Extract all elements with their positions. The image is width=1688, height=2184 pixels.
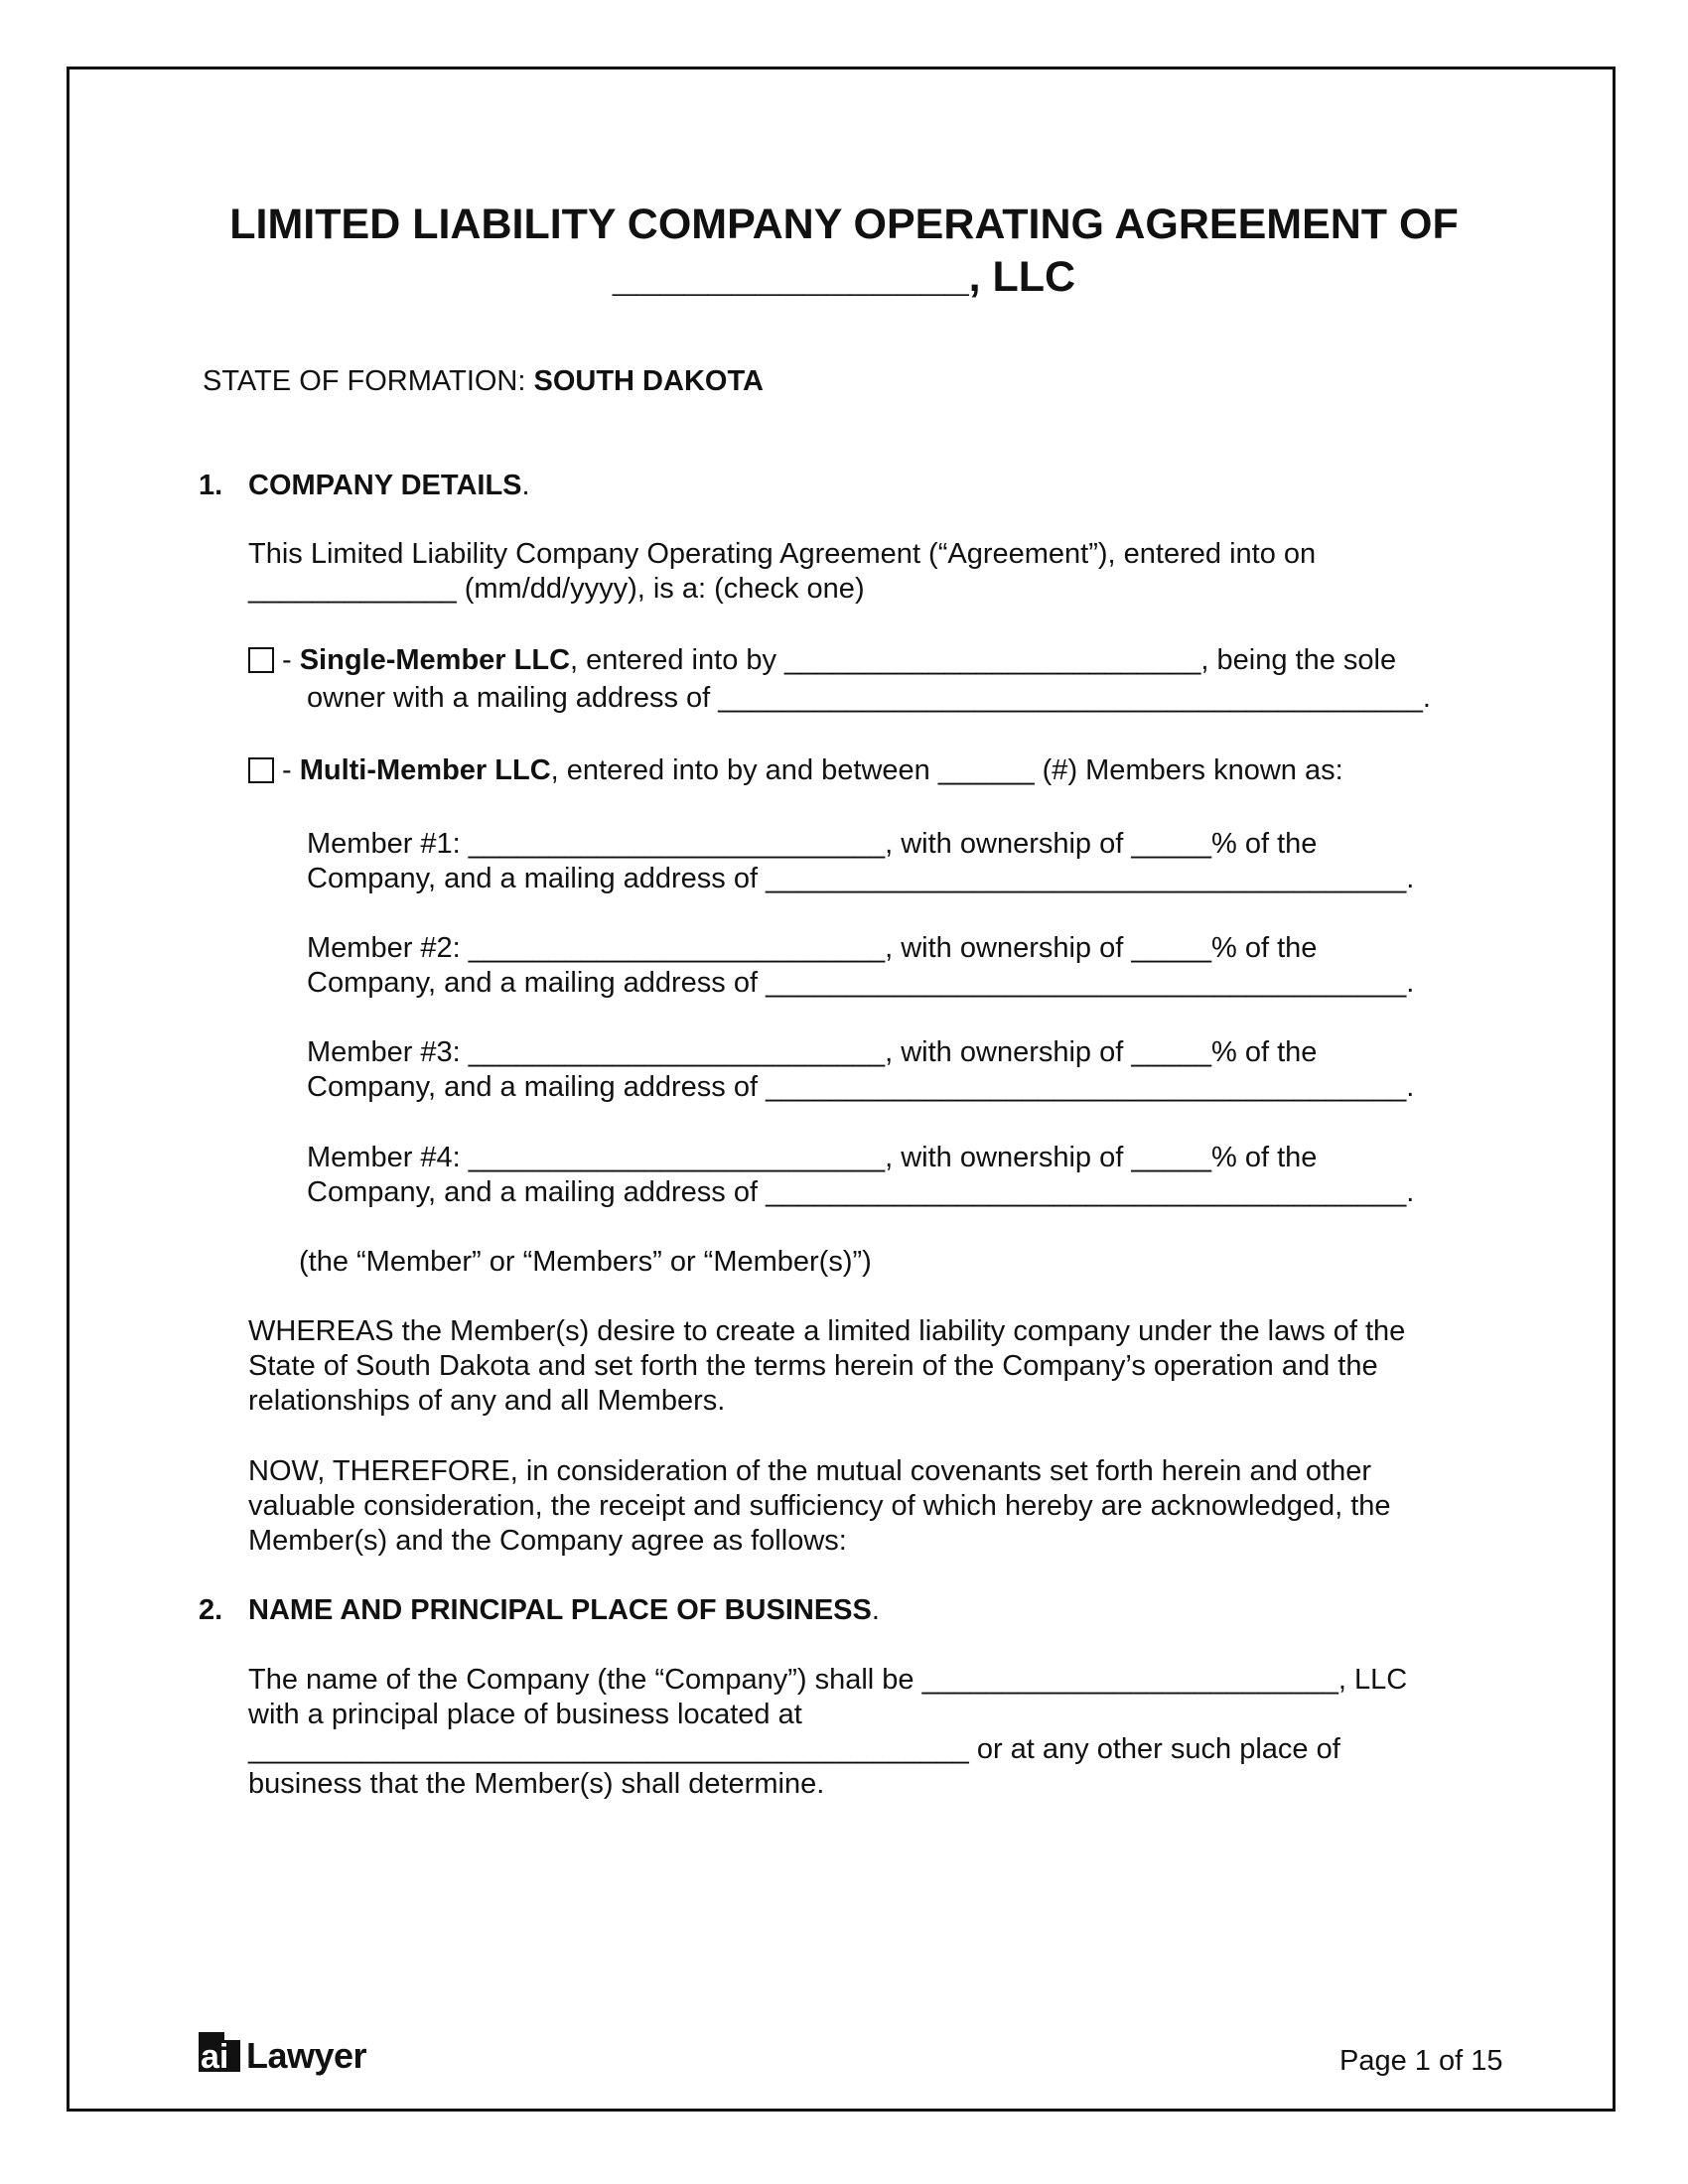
- whereas-line-2: State of South Dakota and set forth the terms herein of the Company’s operation and the: [248, 1350, 1378, 1382]
- page-number: Page 1 of 15: [1339, 2045, 1503, 2077]
- section-1-heading-suffix: .: [521, 470, 530, 501]
- section-2-heading-text: NAME AND PRINCIPAL PLACE OF BUSINESS: [248, 1594, 872, 1626]
- section-1-heading: [248, 469, 530, 503]
- member-2-line-2: Company, and a mailing address of ________________________________________.: [307, 967, 1415, 999]
- member-3-line-1: Member #3: __________________________, with ownership of _____% of the: [307, 1036, 1318, 1068]
- multi-member-line-1-rest: , entered into by and between ______ (#) Members known as:: [550, 754, 1343, 786]
- section-2-line-2: with a principal place of business located at: [248, 1699, 802, 1730]
- section-2-number: 2.: [199, 1594, 223, 1626]
- member-3-line-2: Company, and a mailing address of ________________________________________.: [307, 1071, 1415, 1103]
- therefore-line-3: Member(s) and the Company agree as follows:: [248, 1525, 847, 1557]
- section-2-line-1: The name of the Company (the “Company”) shall be __________________________, LLC: [248, 1664, 1408, 1696]
- whereas-line-3: relationships of any and all Members.: [248, 1385, 726, 1417]
- multi-member-line-1: [282, 753, 1343, 788]
- document-title-line2: _______________, LLC: [612, 253, 1076, 301]
- members-definition-note: (the “Member” or “Members” or “Member(s)”): [299, 1246, 872, 1278]
- therefore-line-2: valuable consideration, the receipt and sufficiency of which hereby are acknowledged, the: [248, 1490, 1391, 1522]
- section-1-heading-text: COMPANY DETAILS: [248, 470, 522, 501]
- intro-line-1: This Limited Liability Company Operating Agreement (“Agreement”), entered into on: [248, 538, 1317, 570]
- whereas-line-1: WHEREAS the Member(s) desire to create a limited liability company under the laws of the: [248, 1315, 1406, 1347]
- member-1-line-2: Company, and a mailing address of ________________________________________.: [307, 863, 1415, 894]
- section-1-number: 1.: [199, 470, 223, 501]
- formation-state: SOUTH DAKOTA: [533, 365, 764, 397]
- single-member-label: Single-Member LLC: [299, 644, 571, 676]
- ailawyer-logo-text: Lawyer: [246, 2035, 367, 2076]
- logo-mark-text: ai: [201, 2038, 229, 2072]
- member-1-line-1: Member #1: __________________________, with ownership of _____% of the: [307, 828, 1318, 860]
- single-member-checkbox[interactable]: [248, 647, 274, 673]
- single-member-line-2: owner with a mailing address of ____________________________________________.: [307, 682, 1431, 714]
- intro-line-2: _____________ (mm/dd/yyyy), is a: (check one): [248, 573, 865, 605]
- member-4-line-1: Member #4: __________________________, with ownership of _____% of the: [307, 1142, 1318, 1173]
- ailawyer-logo-icon: [199, 2032, 240, 2072]
- single-member-line-1: [282, 643, 1396, 678]
- section-2-heading-suffix: .: [871, 1594, 880, 1626]
- single-member-dash: -: [282, 644, 300, 676]
- formation-label: STATE OF FORMATION:: [203, 365, 534, 397]
- therefore-line-1: NOW, THEREFORE, in consideration of the mutual covenants set forth herein and other: [248, 1455, 1372, 1487]
- member-2-line-1: Member #2: __________________________, with ownership of _____% of the: [307, 932, 1318, 964]
- section-2-line-4: business that the Member(s) shall determine.: [248, 1768, 825, 1800]
- state-of-formation: [203, 364, 764, 399]
- multi-member-label: Multi-Member LLC: [299, 754, 551, 786]
- single-member-line-1-rest: , entered into by __________________________, being the sole: [570, 644, 1397, 676]
- multi-member-checkbox[interactable]: [248, 757, 274, 783]
- section-2-line-3: _____________________________________________ or at any other such place of: [248, 1733, 1340, 1765]
- document-title-line1: LIMITED LIABILITY COMPANY OPERATING AGREEMENT OF: [229, 201, 1459, 248]
- member-4-line-2: Company, and a mailing address of ________________________________________.: [307, 1176, 1415, 1208]
- multi-member-dash: -: [282, 754, 300, 786]
- section-2-heading: [248, 1593, 880, 1628]
